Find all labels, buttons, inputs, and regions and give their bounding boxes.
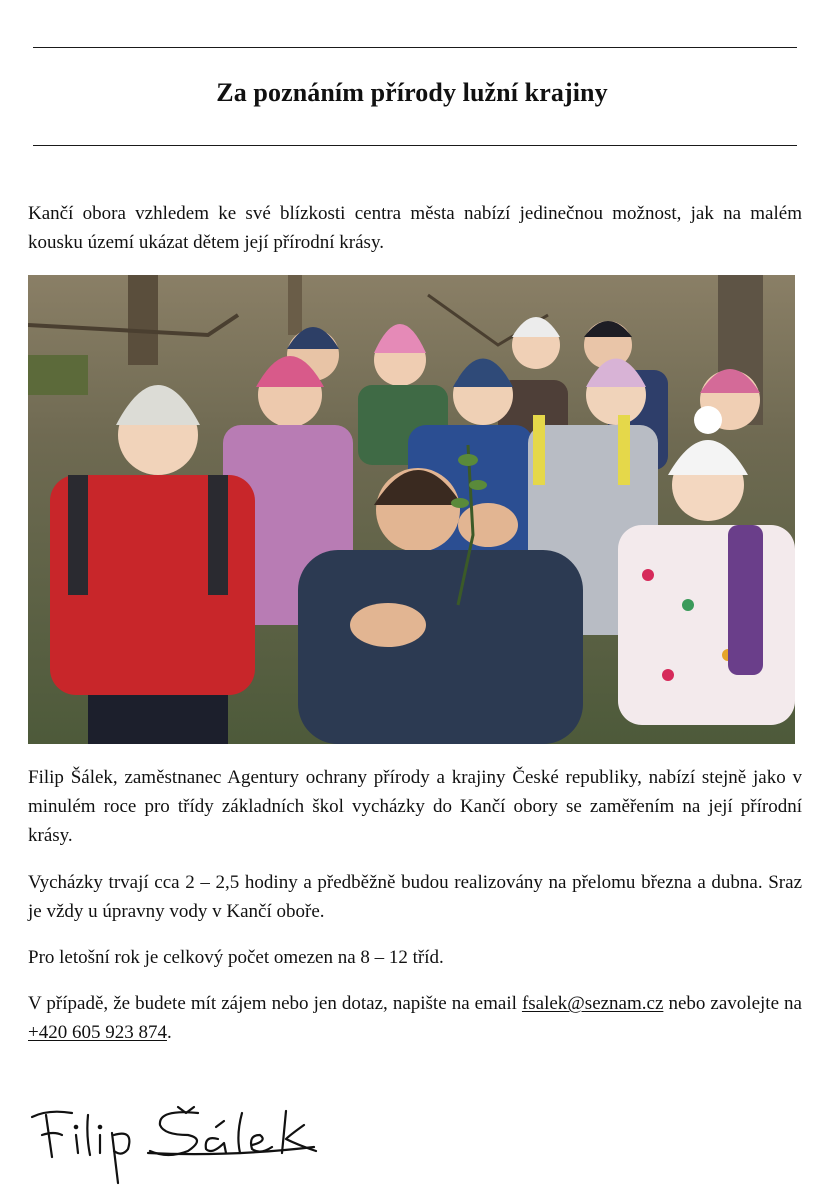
intro-paragraph: Kančí obora vzhledem ke své blízkosti centra města nabízí jedinečnou možnost, jak na malém kousku území ukázat dětem její přírodní krásy.: [28, 203, 802, 253]
bottom-rule: [33, 145, 797, 146]
phone-link[interactable]: +420 605 923 874: [28, 1022, 167, 1043]
group-photo: [28, 275, 795, 744]
top-rule: [33, 47, 797, 48]
handwritten-signature: [28, 1105, 318, 1187]
contact-text-before-email: V případě, že budete mít zájem nebo jen dotaz, napište na email: [28, 993, 522, 1014]
offer-paragraph: Filip Šálek, zaměstnanec Agentury ochrany přírody a krajiny České republiky, nabízí stejně jako v minulém roce pro třídy základních škol vycházky do Kančí obory se zaměřením na její přírodní krásy.: [28, 767, 802, 846]
signature-icon: [28, 1105, 318, 1187]
contact-text-end: .: [166, 1022, 172, 1043]
contact-paragraph: [28, 989, 802, 1047]
limit-paragraph: Pro letošní rok je celkový počet omezen na 8 – 12 tříd.: [28, 947, 444, 968]
duration-paragraph: Vycházky trvají cca 2 – 2,5 hodiny a předběžně budou realizovány na přelomu března a dubna. Sraz je vždy u úpravny vody v Kančí oboře.: [28, 872, 802, 922]
contact-text-before-phone: nebo zavolejte na: [663, 993, 802, 1014]
email-link[interactable]: fsalek@seznam.cz: [521, 993, 664, 1014]
photo-illustration: [28, 275, 795, 744]
page-title: Za poznáním přírody lužní krajiny: [216, 78, 608, 107]
